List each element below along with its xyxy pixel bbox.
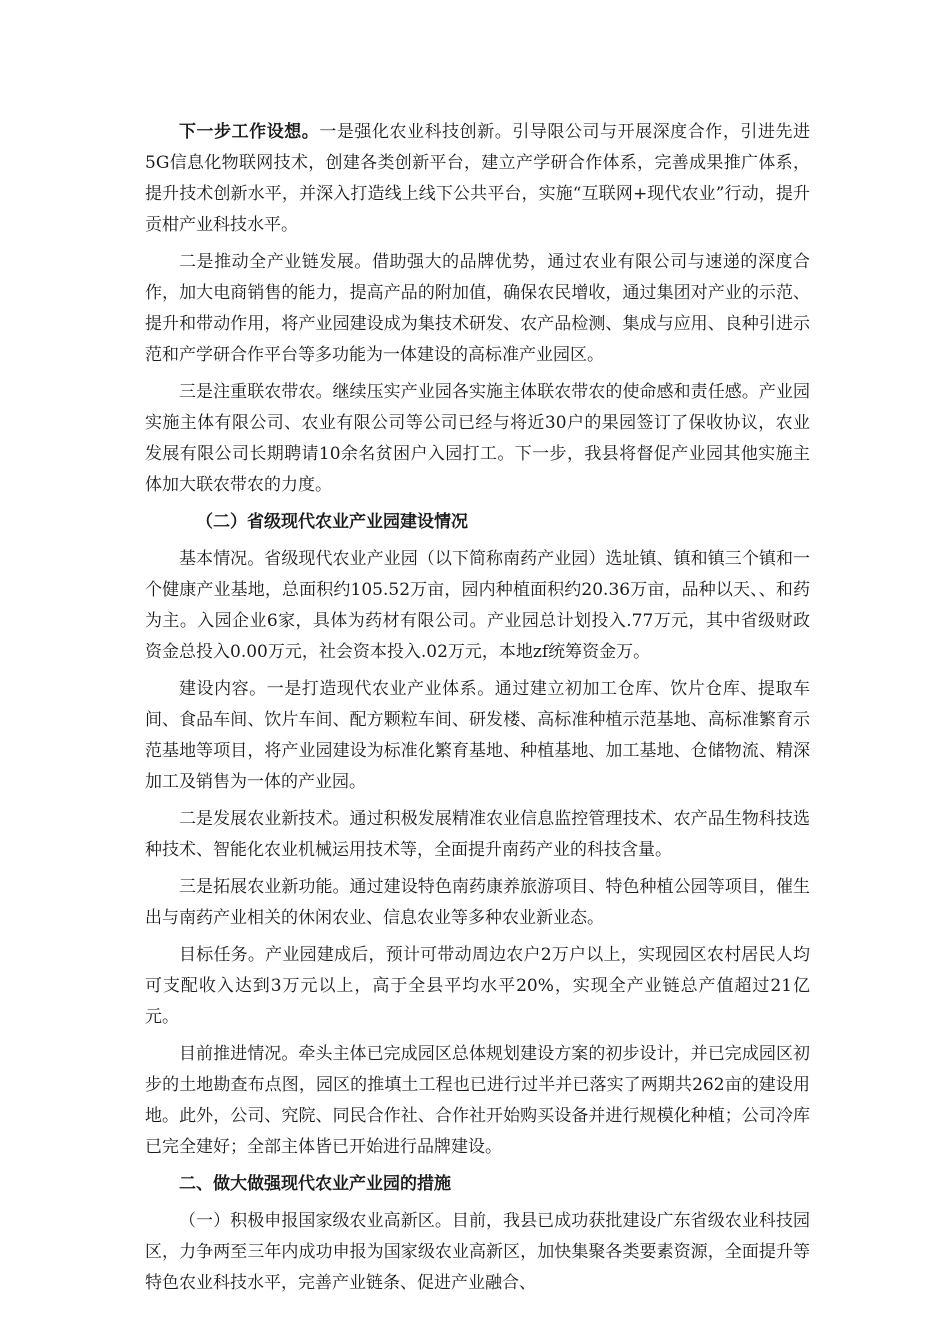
paragraph-targets: 目标任务。产业园建成后，预计可带动周边农户2万户以上，实现园区农村居民人均可支配收入达到3万元以上，高于全县平均水平20%，实现全产业链总产值超过21亿元。: [145, 945, 810, 1027]
section-subheading: （二）省级现代农业产业园建设情况: [196, 512, 468, 532]
section-heading: 二、做大做强现代农业产业园的措施: [179, 1174, 451, 1194]
paragraph-construction: 建设内容。一是打造现代农业产业体系。通过建立初加工仓库、饮片仓库、提取车间、食品车间、饮片车间、配方颗粒车间、研发楼、高标准种植示范基地、高标准繁育示范基地等项目，将产业园建设为标准化繁育基地、种植基地、加工基地、仓储物流、精深加工及销售为一体的产业园。: [145, 679, 810, 792]
paragraph-high-tech-zone: （一）积极申报国家级农业高新区。目前，我县已成功获批建设广东省级农业科技园区，力争两至三年内成功申报为国家级农业高新区，加快集聚各类要素资源，全面提升等特色农业科技水平，完善产业链条、促进产业融合、: [145, 1211, 810, 1293]
lead-phrase: 下一步工作设想。: [179, 122, 320, 142]
paragraph-industry-chain: 二是推动全产业链发展。借助强大的品牌优势，通过农业有限公司与速递的深度合作，加大电商销售的能力，提高产品的附加值，确保农民增收，通过集团对产业的示范、提升和带动作用，将产业园建设成为集技术研发、农产品检测、集成与应用、良种引进示范和产学研合作平台等多功能为一体建设的高标准产业园区。: [145, 252, 810, 365]
paragraph-farmer-linkage: 三是注重联农带农。继续压实产业园各实施主体联农带农的使命感和责任感。产业园实施主体有限公司、农业有限公司等公司已经与将近30户的果园签订了保收协议，农业发展有限公司长期聘请10余名贫困户入园打工。下一步，我县将督促产业园其他实施主体加大联农带农的力度。: [145, 382, 810, 495]
paragraph-next-steps: [145, 117, 810, 241]
paragraph-progress: 目前推进情况。牵头主体已完成园区总体规划建设方案的初步设计，并已完成园区初步的土地勘查布点图，园区的推填土工程也已进行过半并已落实了两期共262亩的建设用地。此外，公司、究院、同民合作社、合作社开始购买设备并进行规模化种植；公司冷库已完全建好；全部主体皆已开始进行品牌建设。: [145, 1044, 810, 1157]
paragraph-text: 一是强化农业科技创新。引导限公司与开展深度合作，引进先进5G信息化物联网技术，创建各类创新平台，建立产学研合作体系，完善成果推广体系，提升技术创新水平，并深入打造线上线下公共平台，实施“互联网+现代农业”行动，提升贡柑产业科技水平。: [145, 122, 810, 235]
document-page: [145, 117, 810, 1305]
paragraph-new-tech: 二是发展农业新技术。通过积极发展精准农业信息监控管理技术、农产品生物科技选种技术、智能化农业机械运用技术等，全面提升南药产业的科技含量。: [145, 809, 810, 860]
paragraph-new-functions: 三是拓展农业新功能。通过建设特色南药康养旅游项目、特色种植公园等项目，催生出与南药产业相关的休闲农业、信息农业等多种农业新业态。: [145, 877, 810, 928]
paragraph-basic-info: 基本情况。省级现代农业产业园（以下简称南药产业园）选址镇、镇和镇三个镇和一个健康产业基地，总面积约105.52万亩，园内种植面积约20.36万亩，品种以天、、和药为主。入园企业6家，具体为药材有限公司。产业园总计划投入.77万元，其中省级财政资金总投入0.00万元，社会资本投入.02万元，本地zf统筹资金万。: [145, 549, 810, 662]
